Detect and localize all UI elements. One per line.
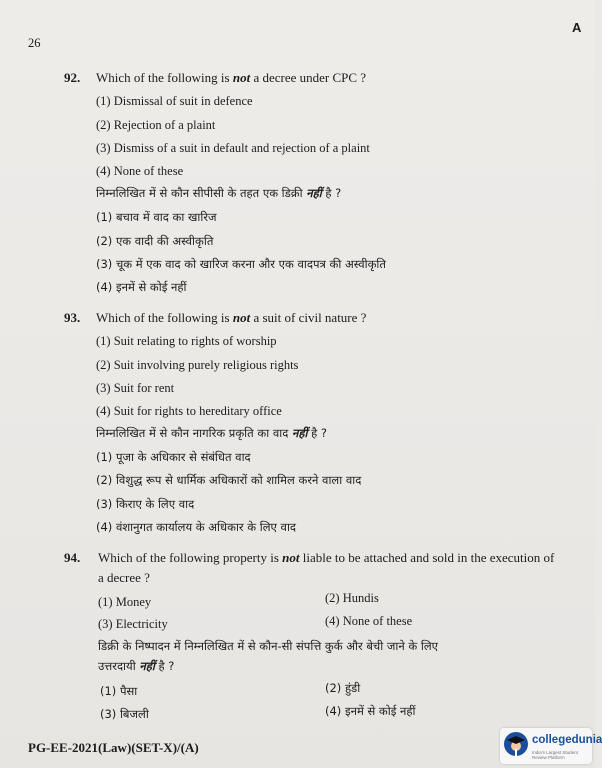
option-hi: (4) इनमें से कोई नहीं — [96, 280, 187, 294]
option-hi: (1) पैसा — [100, 684, 138, 698]
set-label: A — [572, 20, 582, 35]
collegedunia-logo — [500, 728, 602, 764]
logo-tagline: India's Largest Student Review Platform — [532, 750, 578, 760]
question-text-hi-line2: उत्तरदायी नहीं है ? — [98, 659, 175, 673]
question-text-hi: डिक्री के निष्पादन में निम्नलिखित में से कौन-सी संपत्ति कुर्क और बेची जाने के लिए — [98, 639, 439, 653]
question-text-en: Which of the following property is not liable to be attached and sold in the execution of — [98, 550, 555, 565]
option-en: (2) Suit involving purely religious rights — [96, 358, 299, 372]
option-en: (1) Money — [98, 595, 152, 609]
option-hi: (3) चूक में एक वाद को खारिज करना और एक वादपत्र की अस्वीकृति — [96, 257, 386, 271]
option-en: (3) Suit for rent — [96, 381, 175, 395]
option-en: (2) Rejection of a plaint — [96, 118, 216, 132]
question-text-en-line2: a decree ? — [98, 570, 150, 585]
question-number: 92. — [64, 70, 81, 85]
option-hi: (1) पूजा के अधिकार से संबंधित वाद — [96, 450, 251, 464]
question-number: 93. — [64, 310, 81, 325]
logo-name: collegedunia — [532, 734, 602, 746]
option-hi: (1) बचाव में वाद का खारिज — [96, 210, 217, 224]
question-number: 94. — [64, 550, 81, 565]
option-hi: (3) बिजली — [100, 707, 149, 721]
page-number: 26 — [28, 36, 41, 50]
option-hi: (2) एक वादी की अस्वीकृति — [96, 234, 214, 248]
option-en: (4) None of these — [96, 164, 184, 178]
question-text-en: Which of the following is not a suit of civil nature ? — [96, 310, 367, 325]
option-en: (1) Suit relating to rights of worship — [96, 334, 277, 348]
graduate-icon — [504, 732, 528, 756]
option-hi: (2) हुंडी — [325, 681, 361, 695]
question-text-hi: निम्नलिखित में से कौन नागरिक प्रकृति का वाद नहीं है ? — [96, 426, 327, 440]
option-en: (2) Hundis — [325, 591, 379, 605]
question-text-hi: निम्नलिखित में से कौन सीपीसी के तहत एक डिक्री नहीं है ? — [96, 186, 342, 200]
option-hi: (2) विशुद्ध रूप से धार्मिक अधिकारों को शामिल करने वाला वाद — [96, 473, 362, 487]
question-text-en: Which of the following is not a decree under CPC ? — [96, 70, 367, 85]
option-hi: (4) वंशानुगत कार्यालय के अधिकार के लिए वाद — [96, 520, 297, 534]
option-en: (3) Dismiss of a suit in default and rejection of a plaint — [96, 141, 370, 155]
option-en: (4) None of these — [325, 614, 413, 628]
option-hi: (3) किराए के लिए वाद — [96, 497, 195, 511]
option-en: (3) Electricity — [98, 617, 168, 631]
option-en: (1) Dismissal of suit in defence — [96, 94, 253, 108]
option-en: (4) Suit for rights to hereditary office — [96, 404, 282, 418]
footer-code: PG-EE-2021(Law)(SET-X)/(A) — [28, 740, 199, 755]
option-hi: (4) इनमें से कोई नहीं — [325, 704, 416, 718]
